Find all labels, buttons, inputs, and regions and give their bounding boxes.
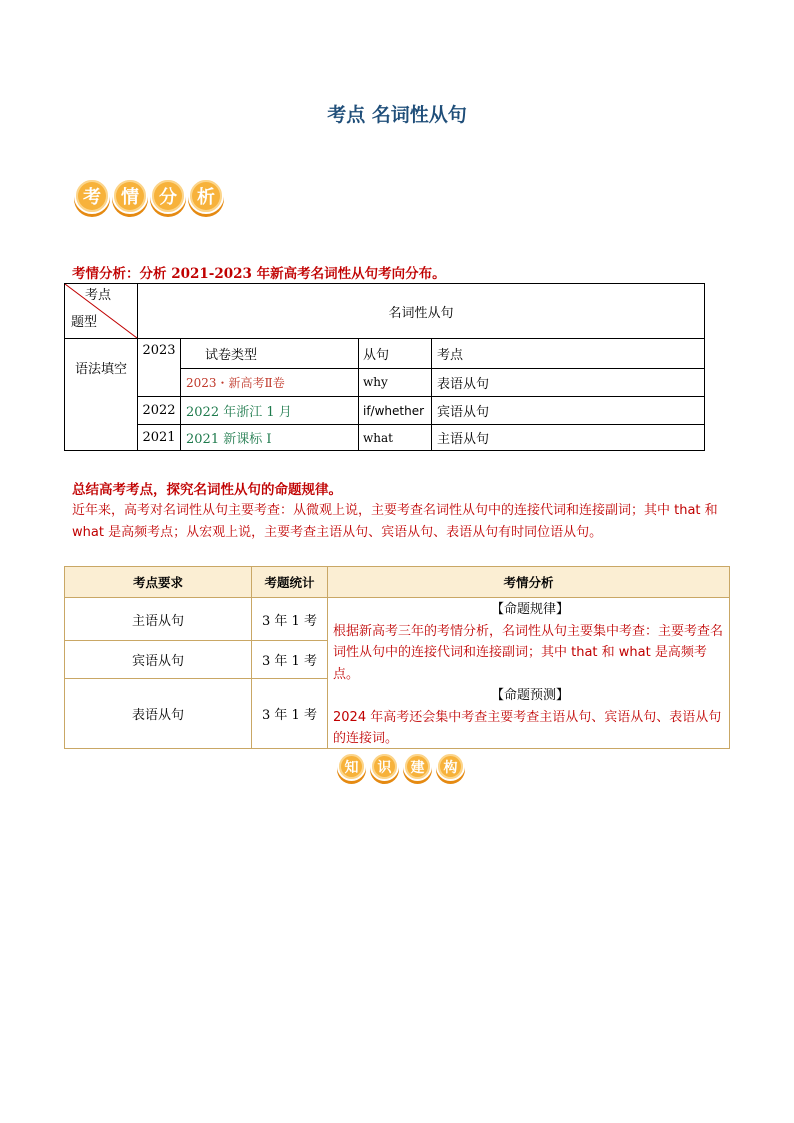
year-cell: 2023 <box>142 342 176 358</box>
corner-bottom-label: 题型 <box>71 314 98 330</box>
rule-text: 根据新高考三年的考情分析，名词性从句主要集中考查：主要考查名词性从句中的连接代词和连接副词；其中 that 和 what 是高频考点。 <box>333 623 724 682</box>
paper-cell: 2022 年浙江 1 月 <box>186 405 292 420</box>
row-type: 语法填空 <box>74 361 127 377</box>
corner-top-label: 考点 <box>85 287 112 303</box>
badge-char: 分 <box>150 178 186 214</box>
header-stat: 考题统计 <box>264 575 315 590</box>
page-title: 考点 名词性从句 <box>327 104 467 126</box>
exam-analysis-table <box>64 566 730 749</box>
badge-char: 析 <box>188 178 224 214</box>
stat-cell: 3 年 1 考 <box>262 708 317 723</box>
badge-char: 建 <box>403 752 432 781</box>
rule-title: 【命题规律】 <box>490 602 569 617</box>
badge-char: 知 <box>337 752 366 781</box>
section-heading-summary: 总结高考考点，探究名词性从句的命题规律。 <box>72 482 342 498</box>
stat-cell: 3 年 1 考 <box>262 654 317 669</box>
distribution-table <box>64 283 705 451</box>
point-cell: 主语从句 <box>131 613 184 629</box>
year-cell: 2021 <box>142 430 176 445</box>
main-header: 名词性从句 <box>388 305 454 321</box>
stat-cell: 3 年 1 考 <box>262 613 317 629</box>
badge-char: 识 <box>370 752 399 781</box>
subheader-point: 考点 <box>437 348 464 363</box>
point-cell: 宾语从句 <box>131 654 184 669</box>
forecast-text: 2024 年高考还会集中考查主要考查主语从句、宾语从句、表语从句的连接词。 <box>333 709 722 746</box>
section-badge-knowledge <box>337 752 469 781</box>
paper-cell: 2021 新课标 I <box>186 432 272 447</box>
clause-cell: what <box>363 430 393 445</box>
analysis-cell <box>333 599 727 750</box>
header-analysis: 考情分析 <box>503 575 554 590</box>
year-cell: 2022 <box>142 403 176 418</box>
clause-cell: if/whether <box>363 403 425 418</box>
clause-cell: why <box>363 375 388 389</box>
point-cell: 表语从句 <box>131 708 184 723</box>
subheader-clause: 从句 <box>363 348 390 363</box>
summary-paragraph: 近年来，高考对名词性从句主要考查：从微观上说，主要考查名词性从句中的连接代词和连接副词；其中 that 和 what 是高频考点；从宏观上说，主要考查主语从句、宾语从句、表语从句有时同位语从句。 <box>72 503 718 540</box>
point-cell: 表语从句 <box>437 376 490 392</box>
section-badge-analysis <box>74 178 226 214</box>
badge-char: 情 <box>112 178 148 214</box>
forecast-title: 【命题预测】 <box>490 688 569 703</box>
paper-cell: 2023・新高考Ⅱ卷 <box>186 375 285 390</box>
badge-char: 考 <box>74 178 110 214</box>
header-point: 考点要求 <box>132 575 183 590</box>
subheader-paper: 试卷类型 <box>205 348 258 363</box>
point-cell: 宾语从句 <box>437 405 490 420</box>
badge-char: 构 <box>436 752 465 781</box>
point-cell: 主语从句 <box>437 432 490 447</box>
section-heading-analysis: 考情分析：分析 2021-2023 年新高考名词性从句考向分布。 <box>72 266 446 282</box>
